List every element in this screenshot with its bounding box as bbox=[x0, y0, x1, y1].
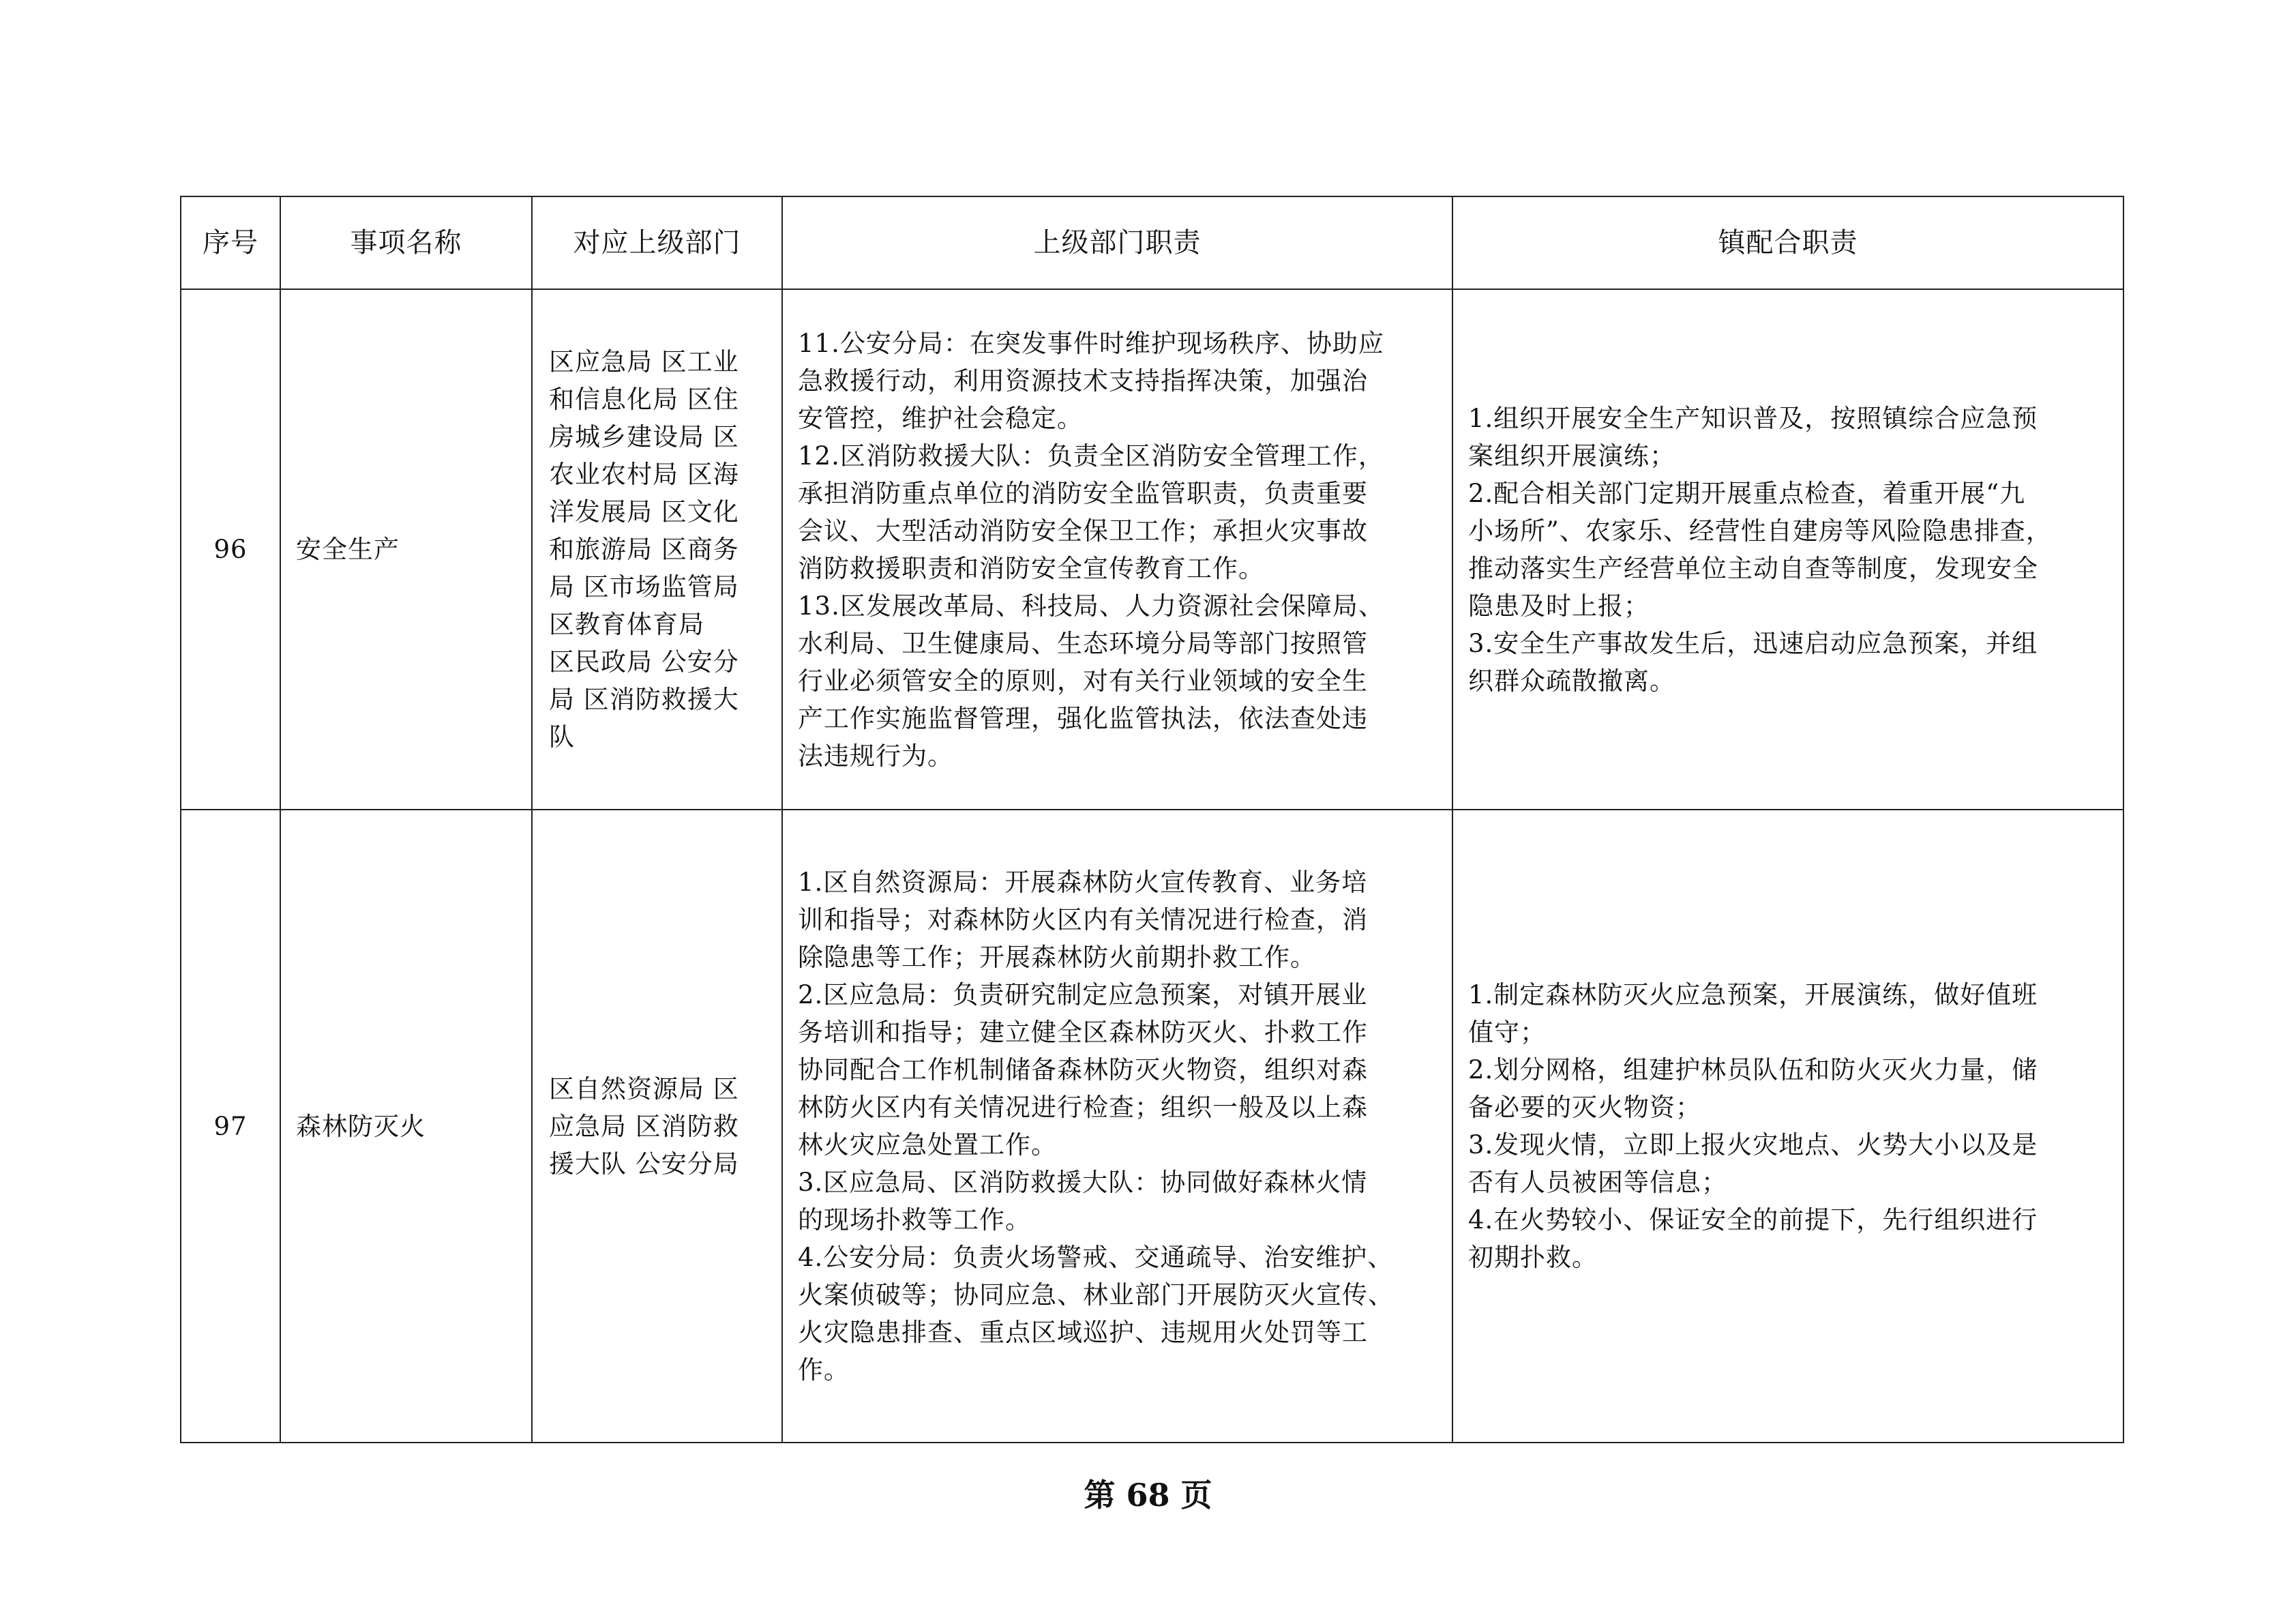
text-line: 12.区消防救援大队：负责全区消防安全管理工作， bbox=[798, 441, 1384, 471]
text-line: 安管控，维护社会稳定。 bbox=[798, 403, 1083, 433]
header-serial-number: 序号 bbox=[181, 196, 280, 289]
header-town-duties: 镇配合职责 bbox=[1452, 196, 2123, 289]
text-line: 会议、大型活动消防安全保卫工作；承担火灾事故 bbox=[798, 516, 1368, 546]
cell-superior-duties bbox=[782, 810, 1452, 1443]
text-line: 案组织开展演练； bbox=[1468, 441, 1675, 471]
text-line: 洋发展局 区文化 bbox=[549, 497, 739, 527]
text-line: 区自然资源局 区 bbox=[549, 1074, 739, 1104]
text-line: 消防救援职责和消防安全宣传教育工作。 bbox=[798, 553, 1264, 583]
text-line: 除隐患等工作；开展森林防火前期扑救工作。 bbox=[798, 943, 1316, 972]
header-superior-department: 对应上级部门 bbox=[532, 196, 782, 289]
text-line: 织群众疏散撤离。 bbox=[1468, 666, 1675, 696]
text-line: 急救援行动，利用资源技术支持指挥决策，加强治 bbox=[798, 366, 1368, 396]
text-line: 推动落实生产经营单位主动自查等制度，发现安全 bbox=[1468, 553, 2038, 583]
text-line: 火案侦破等；协同应急、林业部门开展防灭火宣传、 bbox=[798, 1280, 1394, 1310]
text-line: 法违规行为。 bbox=[798, 741, 953, 771]
header-superior-duties: 上级部门职责 bbox=[782, 196, 1452, 289]
text-line: 和旅游局 区商务 bbox=[549, 535, 739, 564]
text-line: 行业必须管安全的原则，对有关行业领域的安全生 bbox=[798, 666, 1368, 696]
text-line: 援大队 公安分局 bbox=[549, 1149, 739, 1179]
text-line: 的现场扑救等工作。 bbox=[798, 1205, 1031, 1235]
text-line: 区教育体育局 bbox=[549, 610, 704, 639]
header-row bbox=[181, 196, 2123, 289]
text-line: 初期扑救。 bbox=[1468, 1243, 1598, 1272]
cell-town-duties bbox=[1452, 289, 2123, 810]
text-line: 1.制定森林防灭火应急预案，开展演练，做好值班 bbox=[1468, 980, 2038, 1009]
text-line: 训和指导；对森林防火区内有关情况进行检查，消 bbox=[798, 905, 1368, 934]
text-line: 小场所”、农家乐、经营性自建房等风险隐患排查， bbox=[1468, 516, 2052, 546]
text-line: 否有人员被困等信息； bbox=[1468, 1168, 1727, 1197]
header-item-name: 事项名称 bbox=[280, 196, 532, 289]
text-line: 农业农村局 区海 bbox=[549, 460, 739, 489]
text-line: 务培训和指导；建立健全区森林防灭火、扑救工作 bbox=[798, 1018, 1368, 1047]
table-body bbox=[181, 289, 2123, 1443]
text-line: 13.区发展改革局、科技局、人力资源社会保障局、 bbox=[798, 591, 1384, 621]
table-row bbox=[181, 289, 2123, 810]
text-line: 备必要的灭火物资； bbox=[1468, 1093, 1701, 1122]
text-line: 隐患及时上报； bbox=[1468, 591, 1650, 621]
text-line: 和信息化局 区住 bbox=[549, 385, 739, 414]
cell-item-name: 安全生产 bbox=[280, 289, 532, 810]
responsibility-table bbox=[180, 196, 2124, 1443]
text-line: 3.安全生产事故发生后，迅速启动应急预案，并组 bbox=[1468, 628, 2038, 658]
text-line: 4.公安分局：负责火场警戒、交通疏导、治安维护、 bbox=[798, 1243, 1394, 1272]
table-row bbox=[181, 810, 2123, 1443]
text-line: 4.在火势较小、保证安全的前提下，先行组织进行 bbox=[1468, 1205, 2038, 1235]
text-line: 火灾隐患排查、重点区域巡护、违规用火处罚等工 bbox=[798, 1318, 1368, 1347]
text-line: 3.发现火情，立即上报火灾地点、火势大小以及是 bbox=[1468, 1130, 2038, 1160]
cell-serial-number: 96 bbox=[181, 289, 280, 810]
cell-serial-number: 97 bbox=[181, 810, 280, 1443]
text-line: 房城乡建设局 区 bbox=[549, 422, 739, 452]
text-line: 产工作实施监督管理，强化监管执法，依法查处违 bbox=[798, 703, 1368, 733]
text-line: 1.区自然资源局：开展森林防火宣传教育、业务培 bbox=[798, 868, 1368, 897]
text-line: 2.划分网格，组建护林员队伍和防火灭火力量，储 bbox=[1468, 1055, 2038, 1084]
text-line: 水利局、卫生健康局、生态环境分局等部门按照管 bbox=[798, 628, 1368, 658]
text-line: 队 bbox=[549, 722, 575, 752]
cell-superior-duties bbox=[782, 289, 1452, 810]
cell-superior-department bbox=[532, 810, 782, 1443]
text-line: 2.区应急局：负责研究制定应急预案，对镇开展业 bbox=[798, 980, 1368, 1009]
text-line: 1.组织开展安全生产知识普及，按照镇综合应急预 bbox=[1468, 403, 2038, 433]
text-line: 林防火区内有关情况进行检查；组织一般及以上森 bbox=[798, 1093, 1368, 1122]
text-line: 值守； bbox=[1468, 1018, 1546, 1047]
text-line: 2.配合相关部门定期开展重点检查，着重开展“九 bbox=[1468, 478, 2026, 508]
text-line: 承担消防重点单位的消防安全监管职责，负责重要 bbox=[798, 478, 1368, 508]
table-header bbox=[181, 196, 2123, 289]
text-line: 局 区消防救援大 bbox=[549, 685, 739, 714]
cell-town-duties bbox=[1452, 810, 2123, 1443]
text-line: 作。 bbox=[798, 1355, 850, 1385]
text-line: 11.公安分局：在突发事件时维护现场秩序、协助应 bbox=[798, 328, 1384, 358]
text-line: 3.区应急局、区消防救援大队：协同做好森林火情 bbox=[798, 1168, 1368, 1197]
text-line: 协同配合工作机制储备森林防灭火物资，组织对森 bbox=[798, 1055, 1368, 1084]
page-number: 第 68 页 bbox=[1084, 1477, 1212, 1514]
cell-superior-department bbox=[532, 289, 782, 810]
text-line: 林火灾应急处置工作。 bbox=[798, 1130, 1057, 1160]
text-line: 应急局 区消防救 bbox=[549, 1111, 739, 1141]
text-line: 局 区市场监管局 bbox=[549, 572, 739, 602]
text-line: 区应急局 区工业 bbox=[549, 347, 739, 377]
cell-item-name: 森林防灭火 bbox=[280, 810, 532, 1443]
text-line: 区民政局 公安分 bbox=[549, 647, 739, 677]
